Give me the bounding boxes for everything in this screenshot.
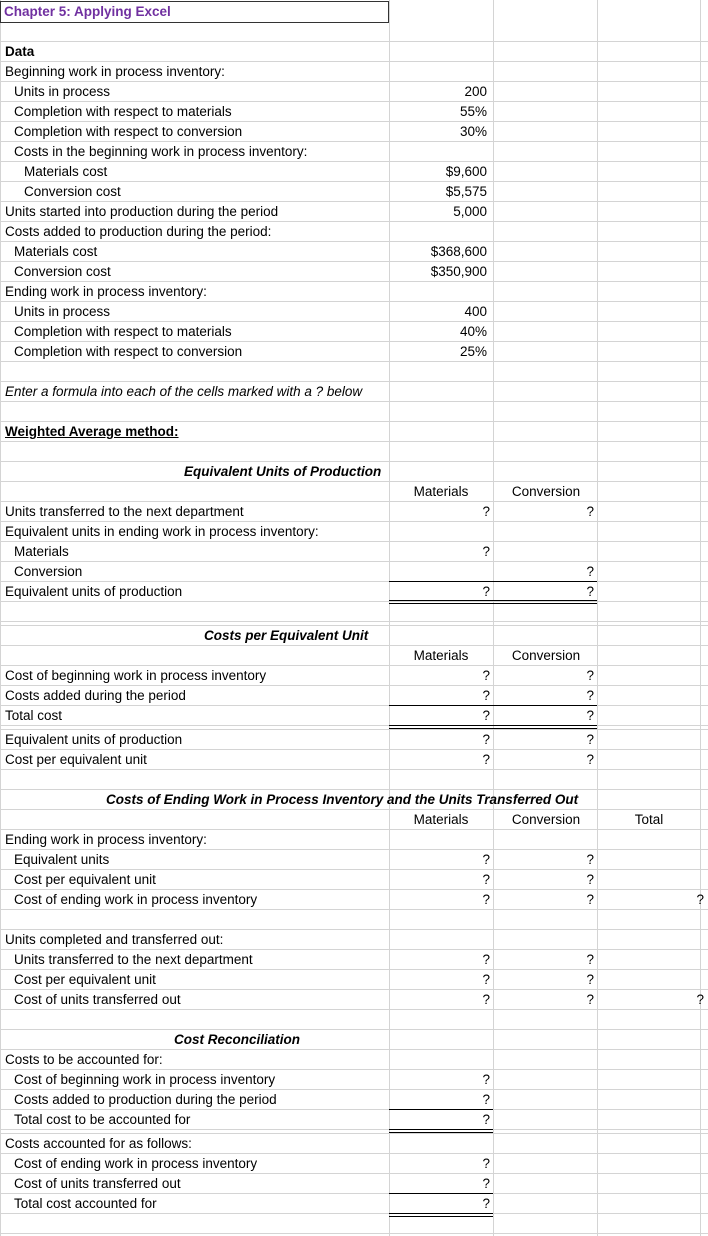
total-double-rule — [389, 600, 597, 604]
eu-conversion-column-header: Conversion — [511, 484, 581, 499]
grid-column-line — [389, 0, 390, 1236]
recon-total-to-account-cell[interactable]: ? — [482, 1112, 490, 1127]
eu-conversion-label: Conversion — [14, 564, 83, 579]
recon-ending-wip-label: Cost of ending work in process inventory — [14, 1156, 258, 1171]
cpe-eu-production-label: Equivalent units of production — [5, 732, 183, 747]
ending-wip-label: Ending work in process inventory: — [5, 284, 207, 299]
grid-column-line — [493, 0, 494, 1236]
cpe-total-materials-cell[interactable]: ? — [482, 708, 490, 723]
total-cost-accounted-label: Total cost accounted for — [14, 1196, 157, 1211]
et-conversion-column-header: Conversion — [511, 812, 581, 827]
total-double-rule — [389, 725, 597, 729]
cpe-eu-conversion-cell[interactable]: ? — [586, 732, 594, 747]
cost-per-eq-heading: Costs per Equivalent Unit — [204, 628, 369, 643]
units-in-process-label: Units in process — [14, 84, 111, 99]
beg-materials-cost-value[interactable]: $9,600 — [445, 164, 487, 179]
cpe-beg-materials-cell[interactable]: ? — [482, 668, 490, 683]
instruction-text: Enter a formula into each of the cells marked with a ? below — [5, 384, 363, 399]
grid-row-line — [0, 1029, 708, 1030]
et-materials-column-header: Materials — [413, 812, 469, 827]
costs-added-period-label: Costs added during the period — [5, 688, 186, 703]
grid-column-line — [700, 0, 701, 1236]
grid-row-line — [0, 561, 708, 562]
recon-added-cell[interactable]: ? — [482, 1092, 490, 1107]
transferred-cost-materials-cell[interactable]: ? — [482, 992, 490, 1007]
cpe-total-conversion-cell[interactable]: ? — [586, 708, 594, 723]
ending-cpe-conversion-cell[interactable]: ? — [586, 872, 594, 887]
eu-total-materials-cell[interactable]: ? — [482, 584, 490, 599]
ending-eu-conversion-cell[interactable]: ? — [586, 852, 594, 867]
transferred-cost-conversion-cell[interactable]: ? — [586, 992, 594, 1007]
recon-transferred-cell[interactable]: ? — [482, 1176, 490, 1191]
cost-per-eq-unit-label: Cost per equivalent unit — [5, 752, 147, 767]
grid-row-line — [0, 725, 708, 726]
eq-units-ending-label: Equivalent units in ending work in process inventory: — [5, 524, 319, 539]
recon-cost-beginning-label: Cost of beginning work in process inventory — [14, 1072, 276, 1087]
cpe-materials-column-header: Materials — [413, 648, 469, 663]
ending-wip-inventory-label: Ending work in process inventory: — [5, 832, 207, 847]
units-started-value[interactable]: 5,000 — [453, 204, 487, 219]
end-conversion-pct-value[interactable]: 25% — [459, 344, 487, 359]
completion-conversion-label: Completion with respect to conversion — [14, 124, 243, 139]
eu-production-label: Equivalent units of production — [5, 584, 183, 599]
method-heading: Weighted Average method: — [5, 424, 179, 439]
end-materials-pct-value[interactable]: 40% — [459, 324, 487, 339]
recon-costs-added-label: Costs added to production during the period — [14, 1092, 277, 1107]
transferred-cost-total-cell[interactable]: ? — [696, 992, 704, 1007]
cost-ending-wip-label: Cost of ending work in process inventory — [14, 892, 258, 907]
eu-transferred-conversion-cell[interactable]: ? — [586, 504, 594, 519]
ending-transferred-heading: Costs of Ending Work in Process Inventory and the Units Transferred Out — [106, 792, 579, 807]
cpe-added-materials-cell[interactable]: ? — [482, 688, 490, 703]
added-conversion-cost-label: Conversion cost — [14, 264, 111, 279]
ending-cost-conversion-cell[interactable]: ? — [586, 892, 594, 907]
transferred-cpe-conversion-cell[interactable]: ? — [586, 972, 594, 987]
cost-beginning-wip-label: Cost of beginning work in process inventory — [5, 668, 267, 683]
grid-column-line — [597, 0, 598, 1236]
recon-beginning-cell[interactable]: ? — [482, 1072, 490, 1087]
sheet-title: Chapter 5: Applying Excel — [4, 4, 171, 19]
reconciliation-heading: Cost Reconciliation — [174, 1032, 301, 1047]
grid-column-line — [0, 0, 1, 1236]
transferred-cost-per-eq-label: Cost per equivalent unit — [14, 972, 156, 987]
ending-cost-per-eq-label: Cost per equivalent unit — [14, 872, 156, 887]
cpe-eu-materials-cell[interactable]: ? — [482, 732, 490, 747]
total-double-rule — [389, 1213, 493, 1217]
units-transferred-next-label: Units transferred to the next department — [14, 952, 253, 967]
equivalent-units-heading: Equivalent Units of Production — [184, 464, 382, 479]
eu-total-conversion-cell[interactable]: ? — [586, 584, 594, 599]
costs-accounted-label: Costs accounted for as follows: — [5, 1136, 192, 1151]
eu-materials-column-header: Materials — [413, 484, 469, 499]
added-materials-cost-label: Materials cost — [14, 244, 98, 259]
units-started-label: Units started into production during the period — [5, 204, 279, 219]
end-completion-materials-label: Completion with respect to materials — [14, 324, 232, 339]
cost-units-transferred-label: Cost of units transferred out — [14, 992, 181, 1007]
ending-eu-materials-cell[interactable]: ? — [482, 852, 490, 867]
cpe-added-conversion-cell[interactable]: ? — [586, 688, 594, 703]
beg-conversion-pct-value[interactable]: 30% — [459, 124, 487, 139]
total-cost-to-account-label: Total cost to be accounted for — [14, 1112, 191, 1127]
ending-cpe-materials-cell[interactable]: ? — [482, 872, 490, 887]
end-units-value[interactable]: 400 — [464, 304, 487, 319]
et-total-column-header: Total — [634, 812, 664, 827]
costs-added-label: Costs added to production during the period: — [5, 224, 272, 239]
eu-ending-conversion-cell[interactable]: ? — [586, 564, 594, 579]
transferred-units-conversion-cell[interactable]: ? — [586, 952, 594, 967]
grid-row-line — [0, 41, 708, 42]
data-heading: Data — [5, 44, 35, 59]
beg-conversion-cost-label: Conversion cost — [24, 184, 121, 199]
ending-equivalent-units-label: Equivalent units — [14, 852, 110, 867]
beg-units-value[interactable]: 200 — [464, 84, 487, 99]
units-completed-label: Units completed and transferred out: — [5, 932, 224, 947]
transferred-units-materials-cell[interactable]: ? — [482, 952, 490, 967]
beg-materials-cost-label: Materials cost — [24, 164, 108, 179]
ending-cost-total-cell[interactable]: ? — [696, 892, 704, 907]
eu-ending-materials-cell[interactable]: ? — [482, 544, 490, 559]
total-double-rule — [389, 1129, 493, 1133]
total-cost-label: Total cost — [5, 708, 63, 723]
completion-materials-label: Completion with respect to materials — [14, 104, 232, 119]
cpe-conversion-column-header: Conversion — [511, 648, 581, 663]
recon-units-transferred-label: Cost of units transferred out — [14, 1176, 181, 1191]
costs-to-account-label: Costs to be accounted for: — [5, 1052, 163, 1067]
units-transferred-label: Units transferred to the next department — [5, 504, 244, 519]
end-completion-conversion-label: Completion with respect to conversion — [14, 344, 243, 359]
costs-beginning-label: Costs in the beginning work in process inventory: — [14, 144, 308, 159]
beg-materials-pct-value[interactable]: 55% — [459, 104, 487, 119]
end-units-in-process-label: Units in process — [14, 304, 111, 319]
eu-transferred-materials-cell[interactable]: ? — [482, 504, 490, 519]
added-materials-cost-value[interactable]: $368,600 — [430, 244, 487, 259]
transferred-cpe-materials-cell[interactable]: ? — [482, 972, 490, 987]
added-conversion-cost-value[interactable]: $350,900 — [430, 264, 487, 279]
grid-row-line — [0, 621, 708, 622]
recon-total-accounted-cell[interactable]: ? — [482, 1196, 490, 1211]
beg-conversion-cost-value[interactable]: $5,575 — [445, 184, 487, 199]
beginning-wip-label: Beginning work in process inventory: — [5, 64, 225, 79]
cpe-conversion-cell[interactable]: ? — [586, 752, 594, 767]
grid-row-line — [0, 1233, 708, 1234]
recon-ending-cell[interactable]: ? — [482, 1156, 490, 1171]
cpe-beg-conversion-cell[interactable]: ? — [586, 668, 594, 683]
cpe-materials-cell[interactable]: ? — [482, 752, 490, 767]
ending-cost-materials-cell[interactable]: ? — [482, 892, 490, 907]
eu-materials-label: Materials — [14, 544, 69, 559]
